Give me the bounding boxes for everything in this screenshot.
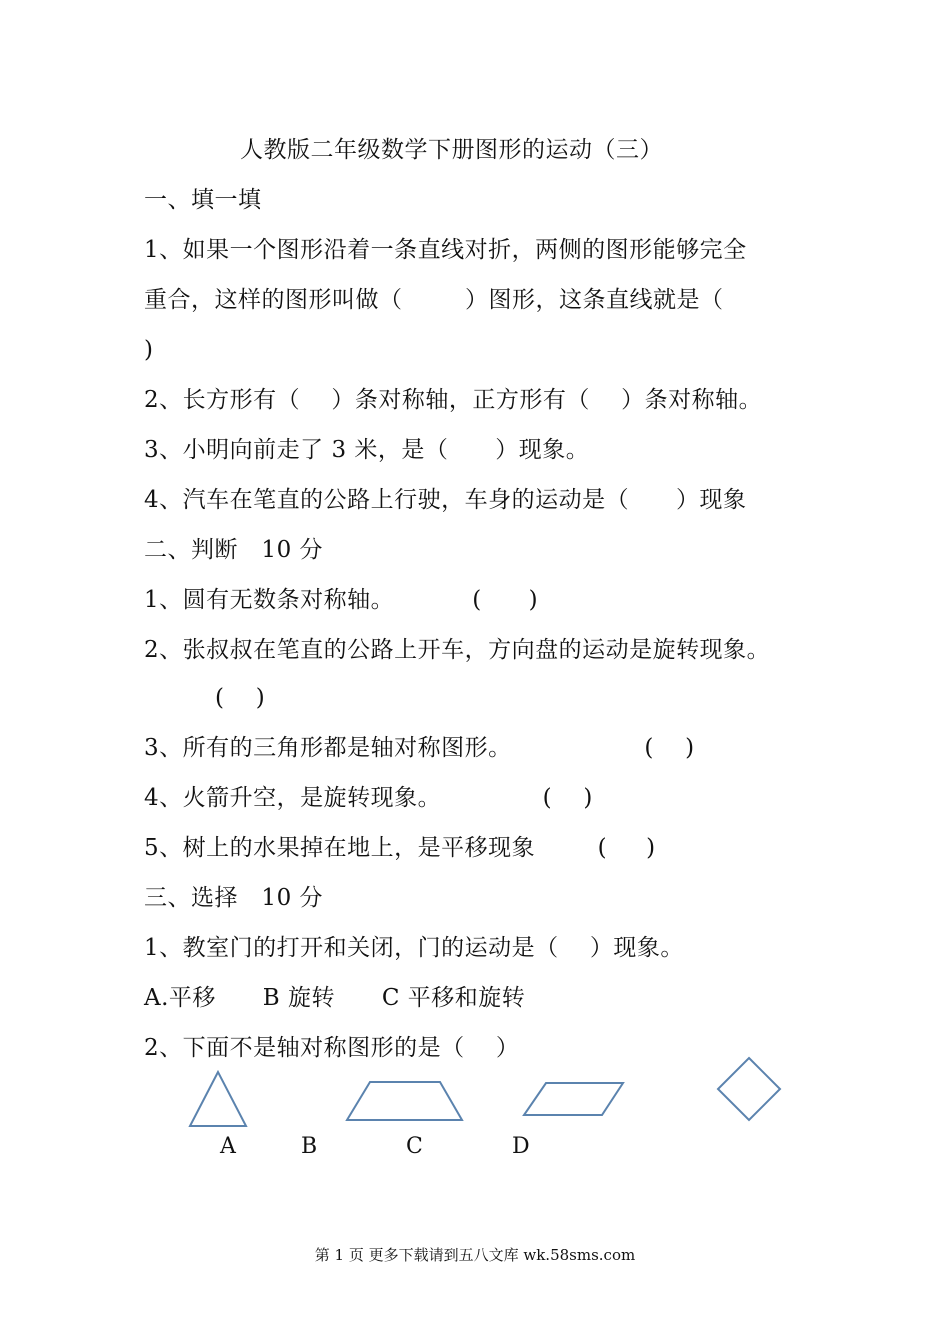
parallelogram-shape: [522, 1081, 626, 1117]
trapezoid-shape: [345, 1080, 465, 1122]
s2-q2: 2、张叔叔在笔直的公路上开车，方向盘的运动是旋转现象。: [144, 637, 771, 663]
section1-heading: 一、填一填: [144, 187, 262, 213]
s3-q1: 1、教室门的打开和关闭，门的运动是（ ）现象。: [144, 935, 684, 961]
shape-label-b: B: [301, 1134, 318, 1159]
s1-q4: 4、汽车在笔直的公路上行驶，车身的运动是（ ）现象: [144, 487, 747, 513]
s2-q5: 5、树上的水果掉在地上，是平移现象 ( ): [144, 835, 656, 861]
page-footer: 第 1 页 更多下载请到五八文库 wk.58sms.com: [314, 1246, 636, 1264]
diamond-shape: [716, 1056, 782, 1122]
s2-q4: 4、火箭升空，是旋转现象。 ( ): [144, 785, 593, 811]
s3-q1-options: A.平移 B 旋转 C 平移和旋转: [144, 985, 526, 1011]
triangle-shape: [188, 1070, 248, 1128]
s1-q1-line3: ): [144, 337, 154, 363]
shape-label-a: A: [220, 1134, 236, 1159]
s3-q2: 2、下面不是轴对称图形的是（ ）: [144, 1035, 520, 1061]
shape-label-c: C: [406, 1134, 423, 1159]
page-title: 人教版二年级数学下册图形的运动（三）: [240, 137, 663, 163]
s1-q3: 3、小明向前走了 3 米，是（ ）现象。: [144, 437, 590, 463]
s1-q2: 2、长方形有（ ）条对称轴，正方形有（ ）条对称轴。: [144, 387, 763, 413]
section2-heading: 二、判断 10 分: [144, 537, 324, 563]
section3-heading: 三、选择 10 分: [144, 885, 324, 911]
s2-q1: 1、圆有无数条对称轴。 ( ): [144, 587, 539, 613]
s1-q1-line2: 重合，这样的图形叫做（ ）图形，这条直线就是（: [144, 287, 724, 313]
s1-q1-line1: 1、如果一个图形沿着一条直线对折，两侧的图形能够完全: [144, 237, 747, 263]
s2-q3: 3、所有的三角形都是轴对称图形。 ( ): [144, 735, 695, 761]
s2-q2-blank: ( ): [215, 685, 266, 711]
shape-label-d: D: [512, 1134, 530, 1159]
